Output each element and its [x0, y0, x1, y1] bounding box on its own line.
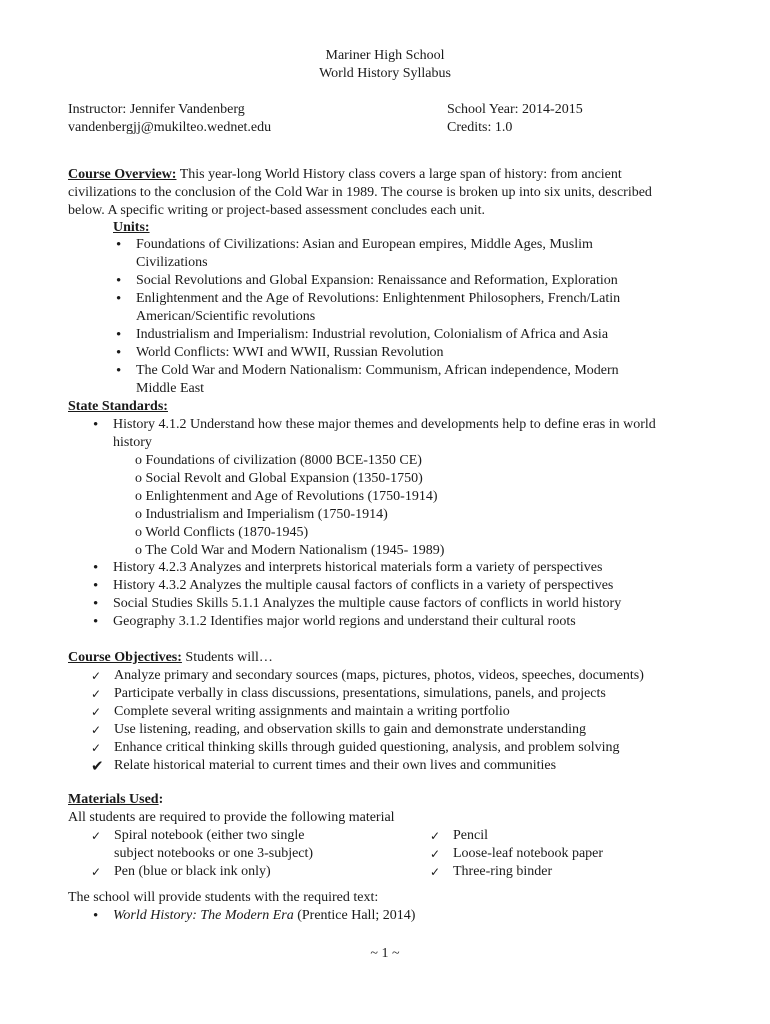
overview-line-3: below. A specific writing or project-based assessment concludes each unit. — [68, 203, 486, 218]
materials-intro: All students are required to provide the following material — [68, 810, 395, 825]
era-item: o World Conflicts (1870-1945) — [135, 525, 309, 540]
school-provides: The school will provide students with the required text: — [68, 890, 379, 905]
unit-item: • The Cold War and Modern Nationalism: Communism, African independence, Modern Middle East — [114, 362, 620, 398]
material-item: ✓ Three-ring binder — [430, 864, 553, 879]
checkmark-icon: ✓ — [91, 829, 102, 843]
checkmark-icon: ✓ — [91, 705, 102, 719]
checkmark-icon: ✓ — [430, 829, 441, 843]
materials-left-list — [91, 827, 313, 881]
material-item: ✓ Spiral notebook (either two single subject notebooks or one 3-subject) — [91, 828, 314, 861]
textbook-list — [91, 907, 415, 925]
checkmark-icon: ✓ — [91, 865, 102, 879]
era-item: o The Cold War and Modern Nationalism (1945- 1989) — [135, 543, 445, 558]
instructor-email: vandenbergjj@mukilteo.wednet.edu — [68, 120, 272, 135]
objectives-line — [68, 649, 273, 667]
era-item: o Enlightenment and Age of Revolutions (1750-1914) — [135, 489, 438, 504]
checkmark-icon: ✔ — [91, 757, 104, 775]
eras-list — [135, 452, 444, 560]
checkmark-icon: ✓ — [430, 847, 441, 861]
standard-item: • History 4.3.2 Analyzes the multiple causal factors of conflicts in a variety of perspectives — [91, 577, 621, 595]
standard-item: • Geography 3.1.2 Identifies major world regions and understand their cultural roots — [91, 613, 621, 631]
standards-heading: State Standards: — [68, 399, 168, 414]
document-title: World History Syllabus — [319, 66, 451, 81]
units-heading: Units: — [113, 220, 150, 235]
objective-item: ✓ Enhance critical thinking skills through guided questioning, analysis, and problem solving — [91, 740, 620, 755]
overview-line-1 — [68, 166, 622, 184]
instructor-name: Instructor: Jennifer Vandenberg — [68, 102, 245, 117]
material-item: ✓ Pen (blue or black ink only) — [91, 864, 271, 879]
textbook-title: World History: The Modern Era — [113, 908, 294, 923]
objectives-intro: Students will… — [181, 650, 273, 665]
overview-heading: Course Overview: — [68, 167, 177, 182]
unit-item: • Enlightenment and the Age of Revolutions: Enlightenment Philosophers, French/Latin American/Scientific revolutions — [114, 290, 620, 326]
checkmark-icon: ✓ — [91, 687, 102, 701]
objective-item: ✓ Participate verbally in class discussions, presentations, simulations, panels, and projects — [91, 686, 606, 701]
unit-item: • Social Revolutions and Global Expansion: Renaissance and Reformation, Exploration — [114, 272, 620, 290]
material-item: ✓ Loose-leaf notebook paper — [430, 846, 604, 861]
unit-item: • Industrialism and Imperialism: Industrial revolution, Colonialism of Africa and Asia — [114, 326, 620, 344]
checkmark-icon: ✓ — [91, 741, 102, 755]
standard-item: • History 4.1.2 Understand how these major themes and developments help to define eras in world history — [91, 416, 656, 452]
standards-list-others — [91, 559, 621, 631]
standards-list-first — [91, 416, 656, 452]
overview-line-2: civilizations to the conclusion of the Cold War in 1989. The course is broken up into six units, described — [68, 185, 652, 200]
era-item: o Industrialism and Imperialism (1750-1914) — [135, 507, 388, 522]
objective-item: ✓ Use listening, reading, and observation skills to gain and demonstrate understanding — [91, 722, 587, 737]
objective-item: ✓ Complete several writing assignments and maintain a writing portfolio — [91, 704, 510, 719]
era-item: o Foundations of civilization (8000 BCE-1350 CE) — [135, 453, 422, 468]
textbook-publisher: (Prentice Hall; 2014) — [293, 908, 416, 923]
school-name: Mariner High School — [325, 48, 445, 63]
era-item: o Social Revolt and Global Expansion (1350-1750) — [135, 471, 423, 486]
objective-item: ✔ Relate historical material to current times and their own lives and communities — [91, 757, 557, 775]
objectives-list — [91, 667, 644, 775]
textbook-item — [91, 907, 415, 925]
checkmark-icon: ✓ — [91, 723, 102, 737]
unit-item: • Foundations of Civilizations: Asian and European empires, Middle Ages, Muslim Civilizations — [114, 236, 620, 272]
materials-line: Materials Used: — [68, 792, 164, 807]
standard-item: • Social Studies Skills 5.1.1 Analyzes the multiple cause factors of conflicts in world history — [91, 595, 621, 613]
standard-item: • History 4.2.3 Analyzes and interprets historical materials form a variety of perspectives — [91, 559, 621, 577]
materials-right-list — [430, 827, 603, 881]
school-year: School Year: 2014-2015 — [447, 102, 583, 117]
materials-heading: Materials Used — [68, 792, 159, 807]
unit-item: • World Conflicts: WWI and WWII, Russian Revolution — [114, 344, 620, 362]
objectives-heading: Course Objectives: — [68, 650, 182, 665]
material-item: ✓ Pencil — [430, 828, 488, 843]
objective-item: ✓ Analyze primary and secondary sources (maps, pictures, photos, videos, speeches, documents) — [91, 668, 644, 683]
credits: Credits: 1.0 — [447, 120, 513, 135]
checkmark-icon: ✓ — [430, 865, 441, 879]
overview-text-1: This year-long World History class covers a large span of history: from ancient — [176, 167, 622, 182]
checkmark-icon: ✓ — [91, 669, 102, 683]
units-list — [114, 236, 620, 398]
page-number: ~ 1 ~ — [370, 946, 400, 961]
